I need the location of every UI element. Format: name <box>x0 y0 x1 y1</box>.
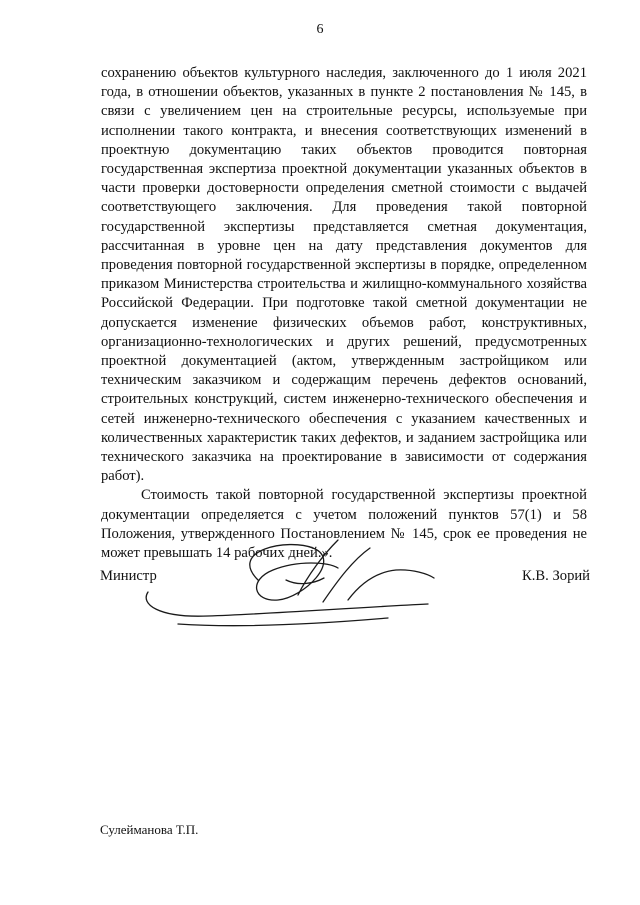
signature-block <box>100 520 590 640</box>
signatory-title: Министр <box>100 568 157 584</box>
page-number: 6 <box>316 22 324 37</box>
document-body <box>101 64 587 563</box>
paragraph-expertise-cost: Стоимость такой повторной государственной экспертизы проектной документации определяется с учетом положений пунктов 57(1) и 58 Положения, утвержденного Постановлением № 145, срок ее проведения не может превышать 14 рабочих дней.». <box>101 487 587 562</box>
signatory-name: К.В. Зорий <box>522 568 590 584</box>
executor-name: Сулейманова Т.П. <box>100 822 199 837</box>
handwritten-signature <box>138 520 438 640</box>
paragraph-continuation: сохранению объектов культурного наследия, заключенного до 1 июля 2021 года, в отношении объектов, указанных в пункте 2 постановления № 145, в связи с увеличением цен на строительные ресурсы, используемые при исполнении такого контракта, и внесения соответствующих изменений в проектную документацию таких объектов проводится повторная государственная экспертиза проектной документации указанных объектов в части проверки достоверности определения сметной стоимости с выдачей соответствующего заключения. Для проведения такой повторной государственной экспертизы представляется сметная документация, рассчитанная в уровне цен на дату представления документов для проведения повторной государственной экспертизы в порядке, определенном приказом Министерства строительства и жилищно-коммунального хозяйства Российской Федерации. При подготовке такой сметной документации не допускается изменение физических объемов работ, конструктивных, организационно-технологических и других решений, предусмотренных проектной документацией (актом, утвержденным застройщиком или техническим заказчиком и содержащим перечень дефектов оснований, строительных конструкций, систем инженерно-технического обеспечения и сетей инженерно-технического обеспечения с указанием качественных и количественных характеристик таких дефектов, и заданием застройщика или технического заказчика на проектирование в зависимости от содержания работ). <box>101 65 587 485</box>
